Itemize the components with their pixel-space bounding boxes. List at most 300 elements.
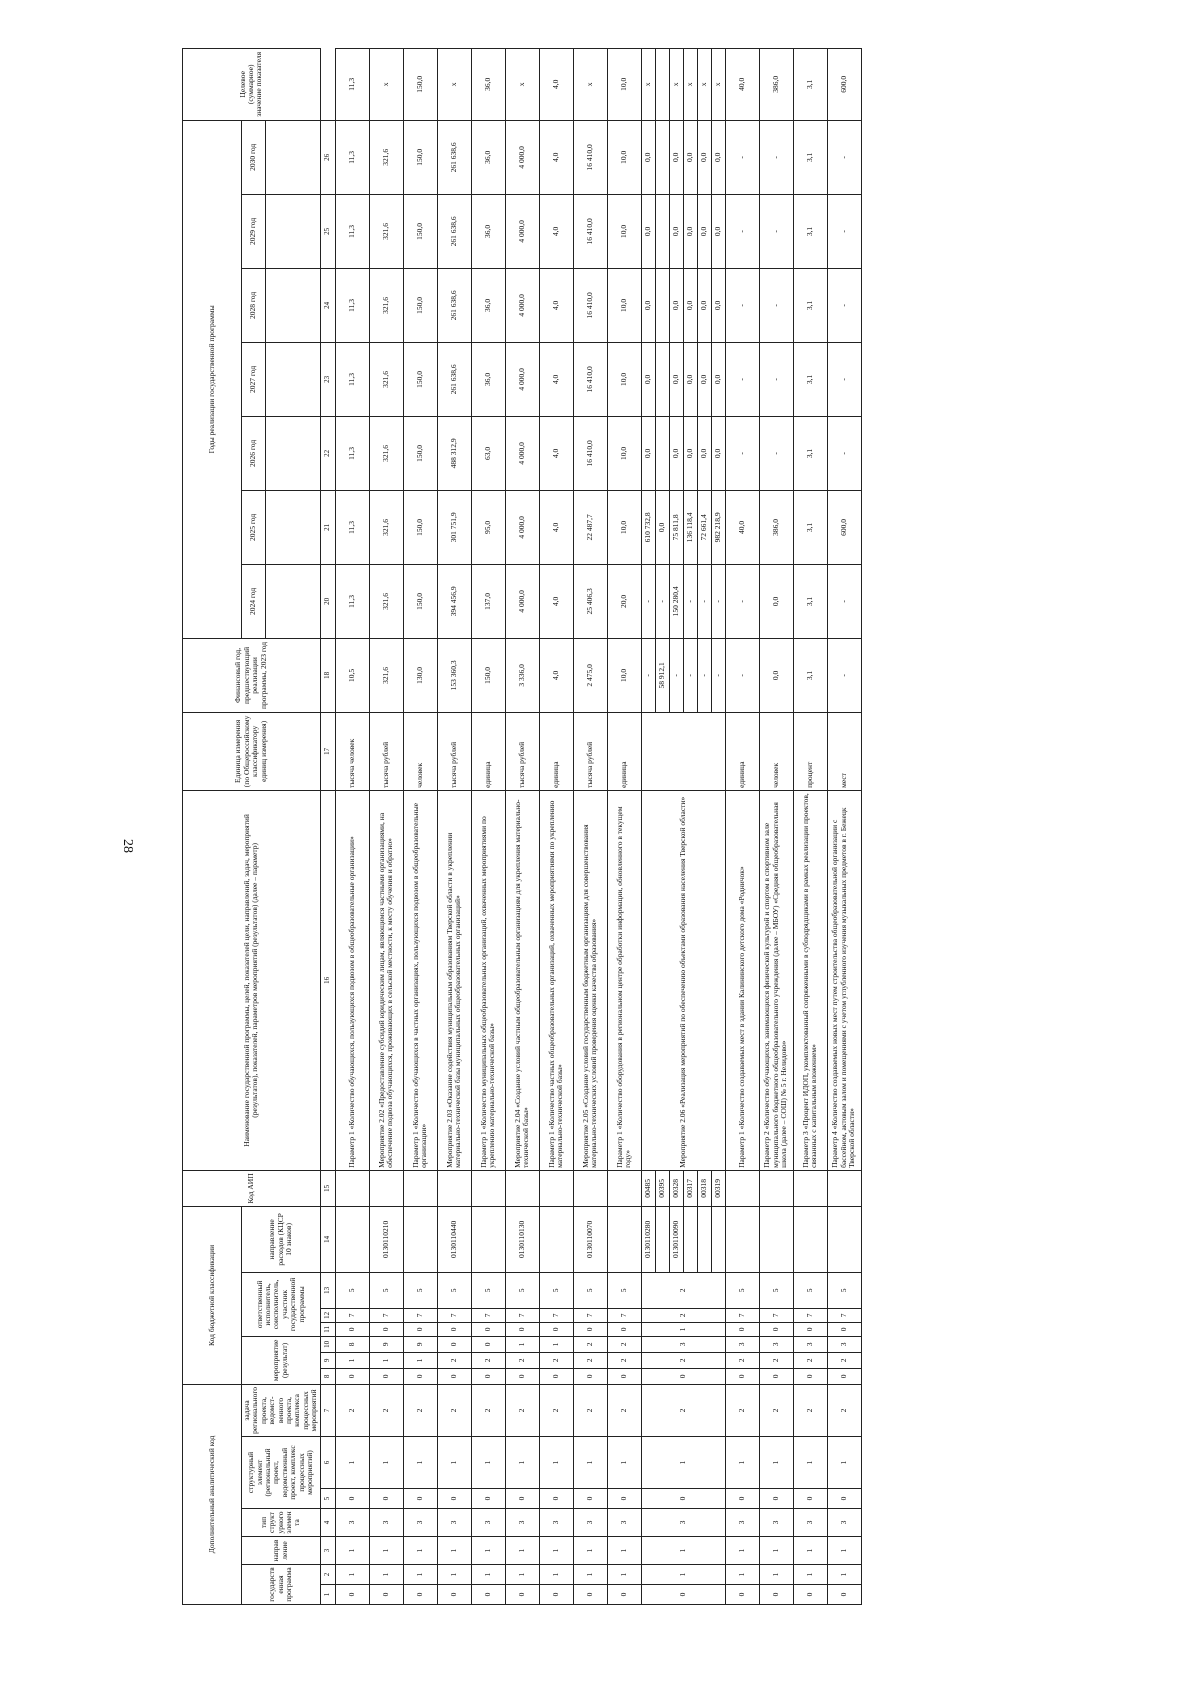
year-value: 136 118,4	[683, 490, 697, 564]
code-cell: 0	[505, 1368, 539, 1384]
year-value: 150,0	[403, 564, 437, 638]
year-value	[655, 194, 669, 268]
code-cell: 2	[335, 1384, 369, 1436]
column-number: 23	[320, 342, 335, 416]
code-cell: 1	[607, 1437, 641, 1489]
code-cell: 0	[369, 1322, 403, 1336]
code-cell: 0	[539, 1585, 573, 1605]
code-cell: 1	[369, 1352, 403, 1368]
code-cell: 1	[573, 1437, 607, 1489]
column-number: 26	[320, 120, 335, 194]
code-cell: 0	[827, 1322, 861, 1336]
year-value: 36,0	[471, 120, 505, 194]
year-value: 0,0	[641, 416, 655, 490]
code-cell: 9	[369, 1336, 403, 1352]
year-value: 261 638,6	[437, 342, 471, 416]
year-value	[655, 268, 669, 342]
year-value: 150,0	[403, 342, 437, 416]
year-value: 150,0	[403, 416, 437, 490]
kcsr-cell	[683, 1206, 697, 1272]
year-value: 0,0	[641, 342, 655, 416]
table-row	[827, 48, 861, 1604]
hdr-zadacha: задача регионального проекта, ведомственного проекта, комплекса процессных мероприятий	[242, 1384, 321, 1436]
year-value: -	[655, 564, 669, 638]
column-number: 16	[320, 790, 335, 1170]
hdr-dop-code: Дополнительный аналитический код	[183, 1384, 242, 1604]
year-value: 0,0	[697, 342, 711, 416]
code-cell: 0	[641, 1489, 725, 1509]
kcsr-cell: 0130110130	[505, 1206, 539, 1272]
code-cell: 2	[403, 1384, 437, 1436]
table-row	[573, 48, 607, 1604]
code-cell: 3	[539, 1509, 573, 1537]
year-value: 321,6	[369, 564, 403, 638]
aip-cell	[505, 1170, 539, 1206]
target-value: 3,1	[793, 48, 827, 120]
year-value: 3,1	[793, 342, 827, 416]
aip-cell	[573, 1170, 607, 1206]
name-cell: Параметр 4 «Количество создаваемых новых мест путем строительства общеобразовательной организации с бассейном, актовым залом и помещениями с учетом углубленного изучения музыкальных предметов в г. Бежецк Тверской области»	[827, 790, 861, 1170]
year-value	[655, 416, 669, 490]
code-cell: 2	[369, 1384, 403, 1436]
code-cell: 0	[369, 1585, 403, 1605]
year-value: 600,0	[827, 490, 861, 564]
hdr-fin-year: Финансовый год, предшествующий реализации программы, 2023 год	[183, 638, 321, 712]
year-value: 0,0	[669, 416, 683, 490]
code-cell: 3	[793, 1509, 827, 1537]
code-cell: 2	[539, 1384, 573, 1436]
year-value: 0,0	[711, 416, 725, 490]
year-value: 0,0	[683, 416, 697, 490]
code-cell: 1	[641, 1537, 725, 1565]
value-2023: 0,0	[759, 638, 793, 712]
code-cell: 0	[403, 1322, 437, 1336]
table-row	[335, 48, 369, 1604]
hdr-struct: структурный элемент (региональный проект, ведомственный проект, комплекс процессных мероприятий)	[242, 1437, 321, 1509]
year-value: 4 000,0	[505, 564, 539, 638]
year-value: 150,0	[403, 268, 437, 342]
unit-cell: человек	[759, 712, 793, 790]
value-2023: -	[669, 638, 683, 712]
code-cell: 0	[641, 1585, 725, 1605]
code-cell: 1	[573, 1565, 607, 1585]
code-cell: 3	[403, 1509, 437, 1537]
year-value: -	[725, 342, 759, 416]
year-value: 386,0	[759, 490, 793, 564]
year-value: 982 218,9	[711, 490, 725, 564]
code-cell: 1	[759, 1437, 793, 1489]
kcsr-cell	[403, 1206, 437, 1272]
year-value: 0,0	[641, 194, 655, 268]
code-cell: 7	[437, 1308, 471, 1322]
program-table	[182, 48, 862, 1605]
column-number: 15	[320, 1170, 335, 1206]
code-cell: 0	[335, 1322, 369, 1336]
year-value: 3,1	[793, 416, 827, 490]
year-value: 610 732,8	[641, 490, 655, 564]
aip-cell: 00317	[683, 1170, 697, 1206]
year-value: 10,0	[607, 268, 641, 342]
code-cell: 0	[793, 1585, 827, 1605]
code-cell: 0	[607, 1585, 641, 1605]
year-value: -	[759, 342, 793, 416]
code-cell: 0	[437, 1322, 471, 1336]
code-cell: 3	[827, 1336, 861, 1352]
column-number: 2	[320, 1565, 335, 1585]
value-2023: 4,0	[539, 638, 573, 712]
code-cell: 3	[641, 1336, 725, 1352]
kcsr-cell	[793, 1206, 827, 1272]
code-cell: 3	[793, 1336, 827, 1352]
aip-cell	[539, 1170, 573, 1206]
code-cell: 1	[505, 1336, 539, 1352]
code-cell: 7	[335, 1308, 369, 1322]
year-value: 150 280,4	[669, 564, 683, 638]
year-value: 4,0	[539, 416, 573, 490]
code-cell: 0	[641, 1368, 725, 1384]
year-value: 0,0	[697, 120, 711, 194]
hdr-target: Целевое (суммарное) значение показателя	[183, 48, 321, 120]
code-cell: 1	[335, 1437, 369, 1489]
target-value: x	[505, 48, 539, 120]
kcsr-cell	[711, 1206, 725, 1272]
column-number: 7	[320, 1384, 335, 1436]
code-cell: 0	[471, 1585, 505, 1605]
code-cell: 7	[471, 1308, 505, 1322]
code-cell: 0	[539, 1489, 573, 1509]
code-cell: 1	[403, 1437, 437, 1489]
unit-cell: тысяча рублей	[505, 712, 539, 790]
unit-cell: единица	[471, 712, 505, 790]
year-value: 4 000,0	[505, 416, 539, 490]
year-value: 10,0	[607, 490, 641, 564]
code-cell: 0	[725, 1489, 759, 1509]
target-value: x	[573, 48, 607, 120]
code-cell: 2	[827, 1384, 861, 1436]
code-cell: 7	[369, 1308, 403, 1322]
code-cell: 1	[403, 1565, 437, 1585]
target-value: 4,0	[539, 48, 573, 120]
code-cell: 1	[471, 1537, 505, 1565]
column-number: 17	[320, 712, 335, 790]
code-cell: 0	[335, 1489, 369, 1509]
table-body	[335, 48, 861, 1604]
year-value: 488 312,9	[437, 416, 471, 490]
code-cell: 1	[539, 1537, 573, 1565]
code-cell: 2	[437, 1352, 471, 1368]
hdr-years-title: Годы реализации государственной программы	[183, 120, 242, 638]
aip-cell: 00318	[697, 1170, 711, 1206]
kcsr-cell	[607, 1206, 641, 1272]
code-cell: 2	[759, 1352, 793, 1368]
target-value: 36,0	[471, 48, 505, 120]
year-value: 10,0	[607, 416, 641, 490]
year-value: 0,0	[683, 194, 697, 268]
year-value: -	[711, 564, 725, 638]
value-2023: 150,0	[471, 638, 505, 712]
code-cell: 1	[403, 1537, 437, 1565]
code-cell: 0	[505, 1322, 539, 1336]
code-cell: 1	[335, 1352, 369, 1368]
code-cell: 1	[539, 1437, 573, 1489]
year-value: 3,1	[793, 120, 827, 194]
value-2023: -	[683, 638, 697, 712]
unit-cell: тысяча рублей	[369, 712, 403, 790]
table-row	[369, 48, 403, 1604]
year-value: -	[827, 416, 861, 490]
code-cell: 1	[827, 1537, 861, 1565]
unit-cell: человек	[403, 712, 437, 790]
code-cell: 7	[827, 1308, 861, 1322]
code-cell: 0	[437, 1336, 471, 1352]
column-number: 6	[320, 1437, 335, 1489]
year-value: 0,0	[697, 268, 711, 342]
target-value: x	[641, 48, 655, 120]
code-cell: 1	[827, 1437, 861, 1489]
year-value: -	[759, 194, 793, 268]
column-number: 5	[320, 1489, 335, 1509]
code-cell: 1	[505, 1437, 539, 1489]
rotated-table-frame	[182, 51, 1107, 1605]
code-cell: 0	[437, 1585, 471, 1605]
kcsr-cell	[827, 1206, 861, 1272]
hdr-name: Наименование государственной программы, целей, показателей цели, направлений, задач, мероприятий (результатов), показателей, параметров мероприятий (результатов) (далее – параметр)	[183, 790, 321, 1170]
hdr-gos-prog: государственная программа	[242, 1565, 321, 1605]
code-cell: 2	[725, 1352, 759, 1368]
year-value: -	[759, 416, 793, 490]
table-subrow	[641, 48, 655, 1604]
code-cell: 1	[793, 1537, 827, 1565]
kcsr-cell	[759, 1206, 793, 1272]
target-value: 40,0	[725, 48, 759, 120]
code-cell: 1	[725, 1537, 759, 1565]
hdr-otv: ответственный исполнитель, соисполнитель, участник государственной программы	[242, 1272, 321, 1336]
name-cell: Параметр 1 «Количество муниципальных общеобразовательных организаций, охваченных мероприятиями по укреплению материально-технической базы»	[471, 790, 505, 1170]
page-number: 28	[120, 839, 135, 853]
code-cell: 1	[437, 1565, 471, 1585]
year-value: 261 638,6	[437, 268, 471, 342]
code-cell: 0	[437, 1489, 471, 1509]
code-cell: 2	[573, 1336, 607, 1352]
code-cell: 0	[403, 1489, 437, 1509]
code-cell: 5	[505, 1272, 539, 1308]
year-value: 0,0	[641, 120, 655, 194]
target-value: x	[369, 48, 403, 120]
year-value: 95,0	[471, 490, 505, 564]
code-cell: 0	[471, 1336, 505, 1352]
table-row	[725, 48, 759, 1604]
value-2023: -	[711, 638, 725, 712]
year-value: 0,0	[641, 268, 655, 342]
target-value: x	[669, 48, 683, 120]
year-value: 321,6	[369, 194, 403, 268]
code-cell: 3	[759, 1509, 793, 1537]
column-number: 13	[320, 1272, 335, 1308]
code-cell: 2	[607, 1384, 641, 1436]
code-cell: 7	[539, 1308, 573, 1322]
aip-cell	[759, 1170, 793, 1206]
table-row	[539, 48, 573, 1604]
code-cell: 1	[827, 1565, 861, 1585]
year-value: 75 811,8	[669, 490, 683, 564]
aip-cell: 00395	[655, 1170, 669, 1206]
unit-cell	[641, 712, 725, 790]
year-value: -	[827, 120, 861, 194]
aip-cell	[437, 1170, 471, 1206]
year-value: -	[827, 194, 861, 268]
year-value: 4,0	[539, 490, 573, 564]
column-number: 24	[320, 268, 335, 342]
code-cell: 0	[369, 1489, 403, 1509]
target-value: x	[711, 48, 725, 120]
code-cell: 1	[369, 1565, 403, 1585]
year-value: -	[725, 120, 759, 194]
value-2023: 153 360,3	[437, 638, 471, 712]
kcsr-cell: 0130110090	[669, 1206, 683, 1272]
value-2023: -	[697, 638, 711, 712]
hdr-year-2024: 2024 год	[242, 564, 266, 638]
hdr-year-2027: 2027 год	[242, 342, 266, 416]
kcsr-cell	[539, 1206, 573, 1272]
table-row	[793, 48, 827, 1604]
year-value: 16 410,0	[573, 342, 607, 416]
code-cell: 5	[759, 1272, 793, 1308]
aip-cell	[725, 1170, 759, 1206]
year-value: 40,0	[725, 490, 759, 564]
kcsr-cell: 0130110070	[573, 1206, 607, 1272]
code-cell: 2	[793, 1352, 827, 1368]
year-value: 4 000,0	[505, 120, 539, 194]
target-value	[655, 48, 669, 120]
year-value: -	[759, 268, 793, 342]
code-cell: 5	[793, 1272, 827, 1308]
name-cell: Параметр 3 «Процент ИДОП, укомплектованный сопряженными в субподрядщиками в рамках реализации проектов, связанных с капитальным вложением»	[793, 790, 827, 1170]
value-2023: 58 912,1	[655, 638, 669, 712]
code-cell: 1	[793, 1565, 827, 1585]
kcsr-cell: 0130110210	[369, 1206, 403, 1272]
table-row	[437, 48, 471, 1604]
code-cell: 2	[759, 1384, 793, 1436]
year-value: 36,0	[471, 342, 505, 416]
code-cell: 7	[607, 1308, 641, 1322]
code-cell: 2	[539, 1352, 573, 1368]
code-cell: 0	[403, 1368, 437, 1384]
code-cell: 1	[471, 1437, 505, 1489]
year-value: 0,0	[697, 416, 711, 490]
code-cell: 2	[725, 1384, 759, 1436]
code-cell: 0	[573, 1489, 607, 1509]
code-cell: 0	[607, 1368, 641, 1384]
year-value: 394 456,9	[437, 564, 471, 638]
year-value: -	[683, 564, 697, 638]
name-cell: Мероприятие 2.06 «Реализация мероприятий по обеспечению объектами образования населения Тверской области»	[641, 790, 725, 1170]
code-cell: 0	[725, 1368, 759, 1384]
code-cell: 1	[437, 1437, 471, 1489]
year-value: 3,1	[793, 490, 827, 564]
code-cell: 1	[369, 1437, 403, 1489]
kcsr-cell: 0130110440	[437, 1206, 471, 1272]
name-cell: Мероприятие 2.02 «Предоставление субсидий юридическим лицам, являющимся частными организациями, на обеспечение подвоза обучающихся, проживающих в сельской местности, к месту обучения и обратно»	[369, 790, 403, 1170]
code-cell: 2	[607, 1352, 641, 1368]
year-value: 137,0	[471, 564, 505, 638]
year-value: 4 000,0	[505, 268, 539, 342]
code-cell: 0	[759, 1322, 793, 1336]
code-cell: 2	[471, 1384, 505, 1436]
value-2023: -	[725, 638, 759, 712]
target-value: x	[697, 48, 711, 120]
year-value: 10,0	[607, 120, 641, 194]
code-cell: 1	[539, 1565, 573, 1585]
year-value: 11,3	[335, 564, 369, 638]
hdr-year-2030: 2030 год	[242, 120, 266, 194]
code-cell: 3	[759, 1336, 793, 1352]
year-value: 4,0	[539, 564, 573, 638]
value-2023: 3 336,0	[505, 638, 539, 712]
year-value: 0,0	[683, 342, 697, 416]
column-number: 18	[320, 638, 335, 712]
code-cell: 1	[369, 1537, 403, 1565]
year-value: 3,1	[793, 194, 827, 268]
target-value: x	[437, 48, 471, 120]
code-cell: 9	[403, 1336, 437, 1352]
year-value: 0,0	[669, 194, 683, 268]
code-cell: 0	[539, 1322, 573, 1336]
code-cell: 7	[403, 1308, 437, 1322]
code-cell: 2	[641, 1308, 725, 1322]
year-value: 0,0	[711, 342, 725, 416]
code-cell: 1	[471, 1565, 505, 1585]
year-value: 20,0	[607, 564, 641, 638]
aip-cell	[827, 1170, 861, 1206]
year-value: 0,0	[711, 194, 725, 268]
table-row	[471, 48, 505, 1604]
year-value: 11,3	[335, 120, 369, 194]
column-number: 9	[320, 1352, 335, 1368]
code-cell: 0	[335, 1585, 369, 1605]
code-cell: 2	[437, 1384, 471, 1436]
code-cell: 0	[369, 1368, 403, 1384]
hdr-meropr: мероприятие (результат)	[242, 1336, 321, 1384]
hdr-unit: Единица измерения (по Общероссийскому классификатору единиц измерения)	[183, 712, 321, 790]
year-value	[655, 120, 669, 194]
column-number: 14	[320, 1206, 335, 1272]
code-cell: 3	[607, 1509, 641, 1537]
code-cell: 2	[607, 1336, 641, 1352]
code-cell: 0	[471, 1489, 505, 1509]
year-value: 0,0	[655, 490, 669, 564]
code-cell: 5	[403, 1272, 437, 1308]
code-cell: 5	[369, 1272, 403, 1308]
column-number-row	[320, 48, 335, 1604]
year-value: 16 410,0	[573, 268, 607, 342]
year-value: 4 000,0	[505, 342, 539, 416]
hdr-year-2028: 2028 год	[242, 268, 266, 342]
year-value: 321,6	[369, 490, 403, 564]
code-cell: 1	[607, 1537, 641, 1565]
code-cell: 7	[759, 1308, 793, 1322]
value-2023: 10,0	[607, 638, 641, 712]
code-cell: 3	[827, 1509, 861, 1537]
aip-cell	[607, 1170, 641, 1206]
code-cell: 2	[641, 1384, 725, 1436]
column-number: 21	[320, 490, 335, 564]
value-2023: -	[641, 638, 655, 712]
year-value: 0,0	[683, 268, 697, 342]
target-value: 11,3	[335, 48, 369, 120]
code-cell: 3	[505, 1509, 539, 1537]
year-value: -	[759, 120, 793, 194]
target-value: 10,0	[607, 48, 641, 120]
